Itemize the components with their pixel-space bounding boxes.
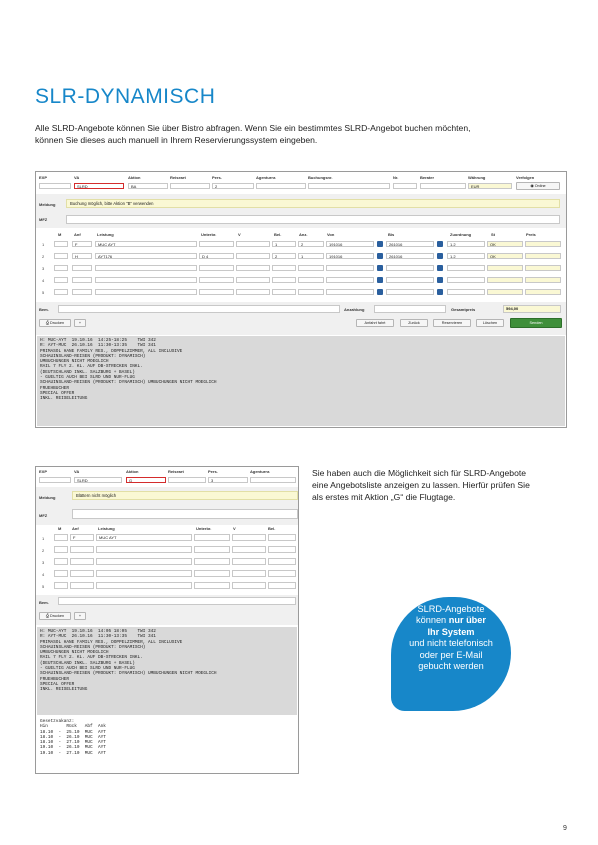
meldung-label: Meldung (39, 495, 56, 500)
von-field[interactable] (326, 289, 374, 295)
leistung-field[interactable] (96, 558, 192, 565)
pers-field[interactable]: 3 (208, 477, 248, 483)
col-leistung: Leistung (98, 526, 115, 531)
mfz-label: MFZ (39, 513, 48, 518)
calendar-icon[interactable] (437, 265, 443, 271)
reiseart-field[interactable] (170, 183, 210, 189)
col-von: Von (327, 232, 335, 237)
col-preis: Preis (526, 232, 536, 237)
buchungsnr-field[interactable] (308, 183, 390, 189)
anz-field[interactable]: 2 (298, 241, 324, 247)
unterbr-field[interactable]: D 4 (199, 253, 234, 259)
print-button[interactable] (39, 319, 71, 327)
m-field[interactable] (54, 277, 68, 283)
zuordnung-field[interactable]: 1,2 (447, 253, 485, 259)
v-field[interactable] (236, 241, 270, 247)
status-field (487, 265, 523, 271)
col-anf: Anf (74, 232, 81, 237)
side-paragraph (312, 467, 567, 503)
intro-line-2: können Sie dieses auch manuell in Ihrem Reservierungssystem eingeben. (35, 135, 318, 145)
print-icon: ⎙ (45, 614, 50, 618)
print-button-label: Drucken (49, 614, 65, 618)
zuordnung-field[interactable] (447, 277, 485, 283)
status-message: Buchung möglich, bitte Aktion "B" verwenden (66, 199, 560, 208)
currency-field[interactable]: EUR (468, 183, 512, 189)
notice-bubble (391, 597, 511, 711)
back-button[interactable]: Zurück (400, 319, 428, 327)
leistung-field[interactable]: MUC AYT (96, 534, 192, 541)
side-line-3: als erstes mit Aktion „G“ die Flugtage. (312, 492, 456, 502)
label-pers: Pers. (208, 469, 218, 474)
va-field[interactable]: SLRD (74, 477, 122, 483)
v-field[interactable] (232, 570, 266, 577)
unterbr-field[interactable] (199, 289, 234, 295)
anf-field[interactable] (70, 558, 94, 565)
intro-line-1: Alle SLRD-Angebote können Sie über Bistro abfragen. Wenn Sie ein bestimmtes SLRD-Angebot buchen möchten, (35, 123, 471, 133)
booking-mask-screenshot (35, 171, 567, 428)
leistung-field[interactable]: AYT176 (95, 253, 197, 259)
col-bel: Bel. (274, 232, 282, 237)
terminal-output: H: MUC-AYT 19.10.16 14:05 18:05 TWI 342 R: AYT-MUC 26.10.16 11:30-13:35 TWI 341 PRIMASOL HANE FAMILY RES., DOPPELZIMMER, ALL INCLUSIVE SCHAUINSLAND-REISEN (PRODUKT: DYNAMISCH) UMBUCHUNGEN NICHT MOEGLICH RAIL 7 FLY 2. KL. AUF DB-STRECKEN INKL. (DEUTSCHLAND INKL. SALZBURG + BASEL) - GUELTIG AUCH BEI SLRD UND NUR-FLUG SCHAUINSLAND-REISEN (PRODUKT: DYNAMISCH) UMBUCHUNGEN NICHT MOEGLICH FRUEHBUCHER SPECIAL OFFER INKL. REISELEITUNG (37, 627, 297, 715)
online-button[interactable] (516, 182, 560, 190)
pers-field[interactable]: 2 (212, 183, 254, 189)
v-field[interactable] (236, 265, 270, 271)
label-exp: EXP (39, 469, 48, 474)
v-field[interactable] (232, 582, 266, 589)
col-leistung: Leistung (97, 232, 114, 237)
label-reiseart: Reiseart (170, 175, 186, 180)
col-bel: Bel. (268, 526, 276, 531)
online-icon: ◉ (530, 184, 535, 188)
bubble-text: können (416, 615, 449, 626)
leistung-field[interactable] (95, 265, 197, 271)
exp-field[interactable] (39, 477, 71, 483)
aktion-field[interactable]: BA (128, 183, 168, 189)
row-number: 2 (42, 254, 45, 259)
aktion-field[interactable]: G (126, 477, 166, 483)
row-number: 4 (42, 572, 45, 577)
exp-field[interactable] (39, 183, 71, 189)
von-field[interactable] (326, 265, 374, 271)
preis-field (525, 265, 561, 271)
bel-field[interactable] (268, 546, 296, 553)
label-aktion: Aktion (126, 469, 139, 474)
calendar-icon[interactable] (377, 265, 383, 271)
gesamtpreis-field: 594,00 (503, 305, 561, 313)
gesamtpreis-label: Gesamtpreis (451, 307, 476, 312)
v-field[interactable] (232, 546, 266, 553)
bis-field[interactable] (386, 277, 434, 283)
zuordnung-field[interactable] (447, 289, 485, 295)
label-berater: Berater (420, 175, 435, 180)
anf-field[interactable]: F (70, 534, 94, 541)
anz-field[interactable] (298, 277, 324, 283)
leistung-field[interactable]: MUC AYT (95, 241, 197, 247)
label-agenturnr: Agenturnr. (256, 175, 277, 180)
bel-field[interactable] (268, 570, 296, 577)
send-button[interactable]: Senden (510, 318, 562, 328)
von-field[interactable] (326, 277, 374, 283)
row-number: 1 (42, 536, 45, 541)
print-icon: ⎙ (45, 321, 50, 325)
bis-field[interactable] (386, 289, 434, 295)
unterbr-field[interactable] (194, 534, 230, 541)
unterbr-field[interactable] (194, 558, 230, 565)
bubble-line-2 (391, 615, 511, 626)
row-number: 5 (42, 290, 45, 295)
leistung-field[interactable] (95, 289, 197, 295)
bubble-line-5: oder per E-Mail (419, 649, 483, 660)
bel-field[interactable]: 1 (272, 241, 296, 247)
online-button-label: Online (534, 184, 546, 188)
v-field[interactable] (236, 253, 270, 259)
bubble-line-6: gebucht werden (418, 661, 484, 672)
bel-field[interactable] (268, 534, 296, 541)
bubble-line-4: und nicht telefonisch (409, 638, 493, 649)
reserve-button[interactable]: Reservieren (433, 319, 471, 327)
bel-field[interactable] (268, 582, 296, 589)
m-field[interactable] (54, 265, 68, 271)
label-va: VA (74, 469, 80, 474)
bis-field[interactable]: 261016 (386, 253, 434, 259)
intro-paragraph (35, 122, 565, 146)
preis-field (525, 253, 561, 259)
bel-field[interactable]: 2 (272, 253, 296, 259)
von-field[interactable]: 191016 (326, 241, 374, 247)
row-number: 5 (42, 584, 45, 589)
bel-field[interactable] (272, 277, 296, 283)
status-message: Blättern nicht möglich (72, 491, 298, 500)
print-button[interactable] (39, 612, 71, 620)
col-bis: Bis (388, 232, 395, 237)
m-field[interactable] (54, 582, 68, 589)
zuordnung-field[interactable]: 1,2 (447, 241, 485, 247)
anf-field[interactable] (70, 546, 94, 553)
calendar-icon[interactable] (377, 253, 383, 259)
meldung-label: Meldung (39, 202, 56, 207)
col-unterbr: Unterbr. (201, 232, 217, 237)
status-field (487, 277, 523, 283)
unterbr-field[interactable] (194, 582, 230, 589)
preis-field (525, 241, 561, 247)
col-zuordnung: Zuordnung (450, 232, 472, 237)
col-v: V (238, 232, 241, 237)
m-field[interactable] (54, 241, 68, 247)
m-field[interactable] (54, 534, 68, 541)
calendar-icon[interactable] (377, 277, 383, 283)
anf-field[interactable]: F (72, 241, 92, 247)
unterbr-field[interactable] (199, 277, 234, 283)
unterbr-field[interactable] (199, 241, 234, 247)
label-buchungsnr: Buchungsnr. (308, 175, 333, 180)
calendar-icon[interactable] (377, 289, 383, 295)
col-st: St (491, 232, 495, 237)
anzahlung-field[interactable] (374, 305, 446, 313)
anf-field[interactable] (70, 570, 94, 577)
berater-field[interactable] (420, 183, 466, 189)
bel-field[interactable] (272, 265, 296, 271)
preis-field (525, 277, 561, 283)
anz-field[interactable] (298, 289, 324, 295)
reiseart-field[interactable] (168, 477, 206, 483)
label-exp: EXP (39, 175, 48, 180)
agenturnr-field[interactable] (256, 183, 306, 189)
calendar-icon[interactable] (437, 253, 443, 259)
add-button[interactable] (74, 319, 86, 327)
anf-field[interactable]: H (72, 253, 92, 259)
zuordnung-field[interactable] (447, 265, 485, 271)
leistung-field[interactable] (96, 582, 192, 589)
page-title: SLR-DYNAMISCH (35, 85, 216, 108)
bubble-emphasis: Ihr System (427, 626, 475, 637)
v-field[interactable] (232, 534, 266, 541)
bel-field[interactable] (268, 558, 296, 565)
calendar-icon[interactable] (437, 241, 443, 247)
unterbr-field[interactable] (194, 570, 230, 577)
col-anf: Anf (72, 526, 79, 531)
print-button-label: Drucken (49, 321, 65, 325)
row-number: 2 (42, 548, 45, 553)
m-field[interactable] (54, 570, 68, 577)
col-anz: Anz. (299, 232, 308, 237)
bem-label: Bem. (39, 600, 49, 605)
bubble-emphasis: nur über (448, 615, 486, 626)
status-field (487, 289, 523, 295)
unterbr-field[interactable] (199, 265, 234, 271)
plus-icon: + (78, 614, 82, 618)
leistung-field[interactable] (96, 546, 192, 553)
anz-field[interactable]: 1 (298, 253, 324, 259)
anz-field[interactable] (298, 265, 324, 271)
row-number: 3 (42, 560, 45, 565)
v-field[interactable] (236, 277, 270, 283)
calendar-icon[interactable] (437, 289, 443, 295)
label-waehrung: Währung (468, 175, 486, 180)
va-field[interactable]: SLRD (74, 183, 124, 189)
label-nr: Nr. (393, 175, 399, 180)
side-line-1: Sie haben auch die Möglichkeit sich für SLRD-Angebote (312, 468, 527, 478)
label-reiseart: Reiseart (168, 469, 184, 474)
row-number: 4 (42, 278, 45, 283)
calendar-icon[interactable] (377, 241, 383, 247)
mfz-field[interactable] (72, 509, 298, 519)
m-field[interactable] (54, 558, 68, 565)
m-field[interactable] (54, 289, 68, 295)
anzahlung-label: Anzahlung (344, 307, 365, 312)
status-field: OK (487, 241, 523, 247)
nr-field[interactable] (393, 183, 417, 189)
add-button[interactable] (74, 612, 86, 620)
agenturnr-field[interactable] (250, 477, 296, 483)
bem-field[interactable] (58, 305, 340, 313)
v-field[interactable] (236, 289, 270, 295)
label-verfolgen: Verfolgen (516, 175, 535, 180)
delete-button[interactable]: Löschen (476, 319, 504, 327)
label-va: VA (74, 175, 80, 180)
label-agenturnr: Agenturnr. (250, 469, 271, 474)
page-number: 9 (563, 825, 567, 832)
m-field[interactable] (54, 546, 68, 553)
row-number: 3 (42, 266, 45, 271)
bel-field[interactable] (272, 289, 296, 295)
col-unterbr: Unterbr. (196, 526, 212, 531)
terminal-output: H: MUC-AYT 19.10.16 14:25-18:25 TWI 342 R: AYT-MUC 26.10.16 11:30-13:35 TWI 341 PRIMASOL HANE FAMILY RES., DOPPELZIMMER, ALL INCLUSIVE SCHAUINSLAND-REISEN (PRODUKT: DYNAMISCH) UMBUCHUNGEN NICHT MOEGLICH RAIL 7 FLY 2. KL. AUF DB-STRECKEN INKL. (DEUTSCHLAND INKL. SALZBURG + BASEL) - GUELTIG AUCH BEI SLRD UND NUR-FLUG SCHAUINSLAND-REISEN (PRODUKT: DYNAMISCH) UMBUCHUNGEN NICHT MOEGLICH FRUEHBUCHER SPECIAL OFFER INKL. REISELEITUNG (37, 336, 565, 426)
bis-field[interactable] (386, 265, 434, 271)
anf-field[interactable] (70, 582, 94, 589)
v-field[interactable] (232, 558, 266, 565)
row-number: 1 (42, 242, 45, 247)
leistung-field[interactable] (95, 277, 197, 283)
anfahrt-button[interactable]: Anfahrt fahrt (356, 319, 394, 327)
status-field: OK (487, 253, 523, 259)
mfz-label: MFZ (39, 217, 48, 222)
preis-field (525, 289, 561, 295)
anf-field[interactable] (72, 289, 92, 295)
col-m: M (58, 526, 62, 531)
bubble-line-3 (391, 627, 511, 638)
flight-days-screenshot (35, 466, 299, 774)
anf-field[interactable] (72, 265, 92, 271)
unterbr-field[interactable] (194, 546, 230, 553)
col-v: V (233, 526, 236, 531)
von-field[interactable]: 191016 (326, 253, 374, 259)
m-field[interactable] (54, 253, 68, 259)
flight-days-list: Gesetzvakanz: Hin Rück Abf Ank 18.10 - 25.10 MUC AYT 18.10 - 26.10 MUC AYT 18.10 - 27.10 MUC AYT 19.10 - 26.10 MUC AYT 19.10 - 27.10 MUC AYT (37, 717, 297, 772)
plus-icon: + (78, 321, 82, 325)
label-pers: Pers. (212, 175, 222, 180)
col-m: M (58, 232, 62, 237)
bubble-line-1: SLRD-Angebote (417, 604, 485, 614)
bem-field[interactable] (58, 597, 296, 605)
bem-label: Bem. (39, 307, 49, 312)
label-aktion: Aktion (128, 175, 141, 180)
side-line-2: eine Angebotsliste anzeigen zu lassen. Hierfür prüfen Sie (312, 480, 530, 490)
leistung-field[interactable] (96, 570, 192, 577)
anf-field[interactable] (72, 277, 92, 283)
mfz-field[interactable] (66, 215, 560, 224)
calendar-icon[interactable] (437, 277, 443, 283)
bis-field[interactable]: 261016 (386, 241, 434, 247)
